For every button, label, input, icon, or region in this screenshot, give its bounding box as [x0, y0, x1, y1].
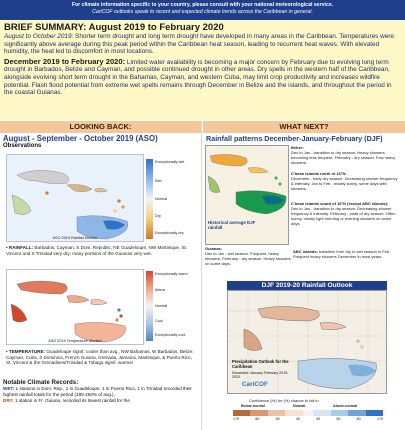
outlook-title: DJF 2019-20 Rainfall Outlook: [227, 281, 387, 290]
belize-body: Dec to Jan - transition to dry season. Heavy showers becoming less frequent. February - dry season. Few heavy showers.: [291, 150, 396, 165]
banner-line-1: For climate information specific to your country, please consult with your national meteorological service.: [71, 2, 334, 8]
aso-title: August - September - October 2019 (ASO): [3, 134, 158, 143]
conf-swatch-below-40: [285, 410, 302, 416]
caricof-logo: CariCOF: [242, 381, 268, 388]
conf-below: Below-normal: [241, 404, 265, 408]
brief-summary: [0, 20, 405, 120]
djf-historical-map: [205, 145, 289, 245]
dry-record: [3, 398, 199, 404]
south-lead: C'bean islands south of 16°N (except ABC islands):: [291, 201, 389, 206]
notable-records: [3, 380, 199, 404]
banner-line-2: CariCOF outlooks speak to recent and expected climate trends across the Caribbean in general.: [92, 9, 313, 16]
summary-paragraph-1: [4, 33, 401, 56]
looking-back-header: LOOKING BACK:: [0, 121, 201, 133]
conf-swatch-below-60: [250, 410, 267, 416]
abc-body: transition from dry to wet season in Feb. Frequent heavy showers December in most years.: [293, 249, 391, 259]
abc-text: [293, 249, 401, 259]
wet-record: [3, 386, 199, 397]
outlook-map: [227, 290, 387, 394]
rainfall-map-caption: ASO 2019 Rainfall Monitor: [52, 236, 98, 240]
temp-legend-3: Normal: [155, 304, 168, 308]
north-islands-text: [291, 171, 401, 191]
rain-legend-1: Exceptionally wet: [155, 160, 185, 164]
p2-body: Limited water availability is becoming a major concern by February due to evolving long term drought in Barbados, Belize and Cayman, and possible continued drought in other areas. Dry spells in the western half of the Caribbean, alongside evolving short term drought in the Bahamas, Cayman, and western Cuba, may limit crop productivity and increases wildfire potential. Flash flood potential from extreme wet spells remains through December in Belize and the islands, and throughout the period in the coastal Guianas.: [4, 58, 392, 97]
wet-text: 1 stations in Dom. Rep., 1 in Guadeloupe, 1 in Puerto Rico, 1 in Trinidad recorded their highest rainfall totals for the period (180-250% of avg.).: [3, 386, 192, 397]
wet-label: WET:: [3, 386, 15, 392]
temperature-map-caption: ASO 2019 Temperature Monitor: [48, 339, 102, 343]
north-body: December - early dry season. Decreasing shower frequency & intensity. Jan to Feb - mostly sunny, some days with showers.: [291, 176, 398, 191]
rainfall-bullet-lead: RAINFALL:: [8, 245, 34, 250]
temperature-monitor-map: [6, 269, 144, 345]
p2-lead: December 2019 to February 2020:: [4, 56, 126, 66]
looking-back-panel: [0, 121, 202, 430]
guianas-body: Dec to Jan - wet season. Frequent, heavy showers. February - dry season. Heavy showers on some days.: [205, 251, 291, 266]
outlook-inner-sub: December-January-February 2019-2020: [232, 371, 289, 380]
conf-swatch-above-60: [348, 410, 365, 416]
temp-legend-4: Cool: [155, 319, 163, 323]
djf-title: Rainfall patterns December-January-February (DJF): [206, 134, 383, 143]
temp-legend-5: Exceptionally cool: [155, 333, 186, 337]
temperature-bullet-lead: TEMPERATURE:: [8, 349, 46, 354]
rainfall-bullet-text: Barbados, Cayman, S Dom. Republic, NE Guadeloupe, NW Martinique, St. Vincent and S Trinidad very dry; many portions of the Guianas very wet.: [6, 245, 188, 256]
conf-tick-2: 60: [255, 417, 260, 421]
what-next-header: WHAT NEXT?: [203, 121, 405, 133]
outlook-inner-title: Precipitation Outlook for the Caribbean: [232, 359, 289, 369]
conf-swatch-above-40: [313, 410, 330, 416]
conf-above: Above-normal: [333, 404, 358, 408]
south-body: Dec to Jan - transition to dry season. Decreasing shower frequency & intensity. February - peak of dry season. Often sunny, mostly light morning or evening showers on some days.: [291, 206, 396, 226]
temperature-legend-bar: [146, 271, 153, 341]
belize-text: [291, 145, 401, 165]
conf-tick-1: >70: [233, 417, 240, 421]
conf-tick-8: >70: [376, 417, 383, 421]
belize-lead: Belize:: [291, 145, 304, 150]
temp-legend-2: Warm: [155, 288, 165, 292]
rainfall-legend-bar: [146, 159, 153, 239]
p1-lead: August to October 2019:: [4, 33, 74, 40]
rain-legend-4: Dry: [155, 214, 161, 218]
conf-normal: Normal: [293, 404, 306, 408]
conf-swatch-above-70: [366, 410, 383, 416]
rain-legend-3: Normal: [155, 197, 168, 201]
guianas-lead: Guianas:: [205, 246, 223, 251]
p1-body: Shorter term drought and long term drought have developed in many areas in the Caribbean. Temperatures were significantly above average during this peak period within the Caribbean heat season, leading to recurrent heat waves. With elevated humidity, the heat led to discomfort in most locations.: [4, 33, 394, 56]
temperature-bullet-text: Guadeloupe signif. cooler than avg., NW Bahamas, W Barbados, Belize, Cayman, Cuba, S Dominica, French Guiana, Grenada, Jamaica, Martinique, & Puerto Rico, St. Vincent & the Grenadines/Trinidad & Tobago signif. warmer: [6, 349, 194, 366]
what-next-panel: [203, 121, 405, 430]
confidence-color-bar: [233, 410, 383, 416]
north-lead: C'bean islands north of 16°N:: [291, 171, 347, 176]
rainfall-map-graphic: [7, 155, 144, 242]
temperature-map-graphic: [7, 270, 144, 345]
summary-title: BRIEF SUMMARY: August 2019 to February 2020: [4, 22, 224, 33]
dry-text: 1 station in Fr. Guiana, recorded its lowest rainfall for the: [13, 398, 130, 404]
conf-tick-7: 60: [356, 417, 361, 421]
conf-tick-4: 40: [295, 417, 300, 421]
guianas-text: [205, 246, 291, 266]
observations-label: Observations: [3, 143, 42, 149]
notable-records-title: Notable Climate Records:: [3, 379, 79, 386]
conf-swatch-normal: [303, 410, 313, 416]
conf-tick-6: 50: [336, 417, 341, 421]
conf-swatch-above-50: [331, 410, 348, 416]
historical-map-caption: Historical average DJF rainfall: [208, 220, 256, 231]
top-banner: [0, 0, 405, 20]
rain-legend-2: Wet: [155, 179, 162, 183]
abc-lead: ABC islands:: [293, 249, 318, 254]
confidence-title: Confidence (%) for (%) chance to fall in: [249, 398, 319, 403]
dry-label: DRY:: [3, 398, 14, 404]
confidence-ticks: [233, 417, 383, 421]
conf-tick-5: 40: [316, 417, 321, 421]
temp-legend-1: Exceptionally warm: [155, 272, 188, 276]
south-islands-text: [291, 201, 401, 226]
rain-legend-5: Exceptionally dry: [155, 231, 184, 235]
conf-tick-3: 50: [275, 417, 280, 421]
conf-swatch-below-70: [233, 410, 250, 416]
conf-swatch-below-50: [268, 410, 285, 416]
temperature-bullet: • TEMPERATURE: Guadeloupe signif. cooler than avg., NW Bahamas, W Barbados, Belize, Cayman, Cuba, S Dominica, French Guiana, Grenada, Jamaica, Martinique, & Puerto Rico, St. Vincent & the Grenadines/Trinidad & Tobago signif. warmer: [6, 349, 194, 366]
summary-paragraph-2: [4, 58, 401, 97]
rainfall-bullet: • RAINFALL: Barbados, Cayman, S Dom. Republic, NE Guadeloupe, NW Martinique, St. Vincent and S Trinidad very dry; many portions of the Guianas very wet.: [6, 245, 188, 256]
rainfall-monitor-map: [6, 154, 144, 242]
